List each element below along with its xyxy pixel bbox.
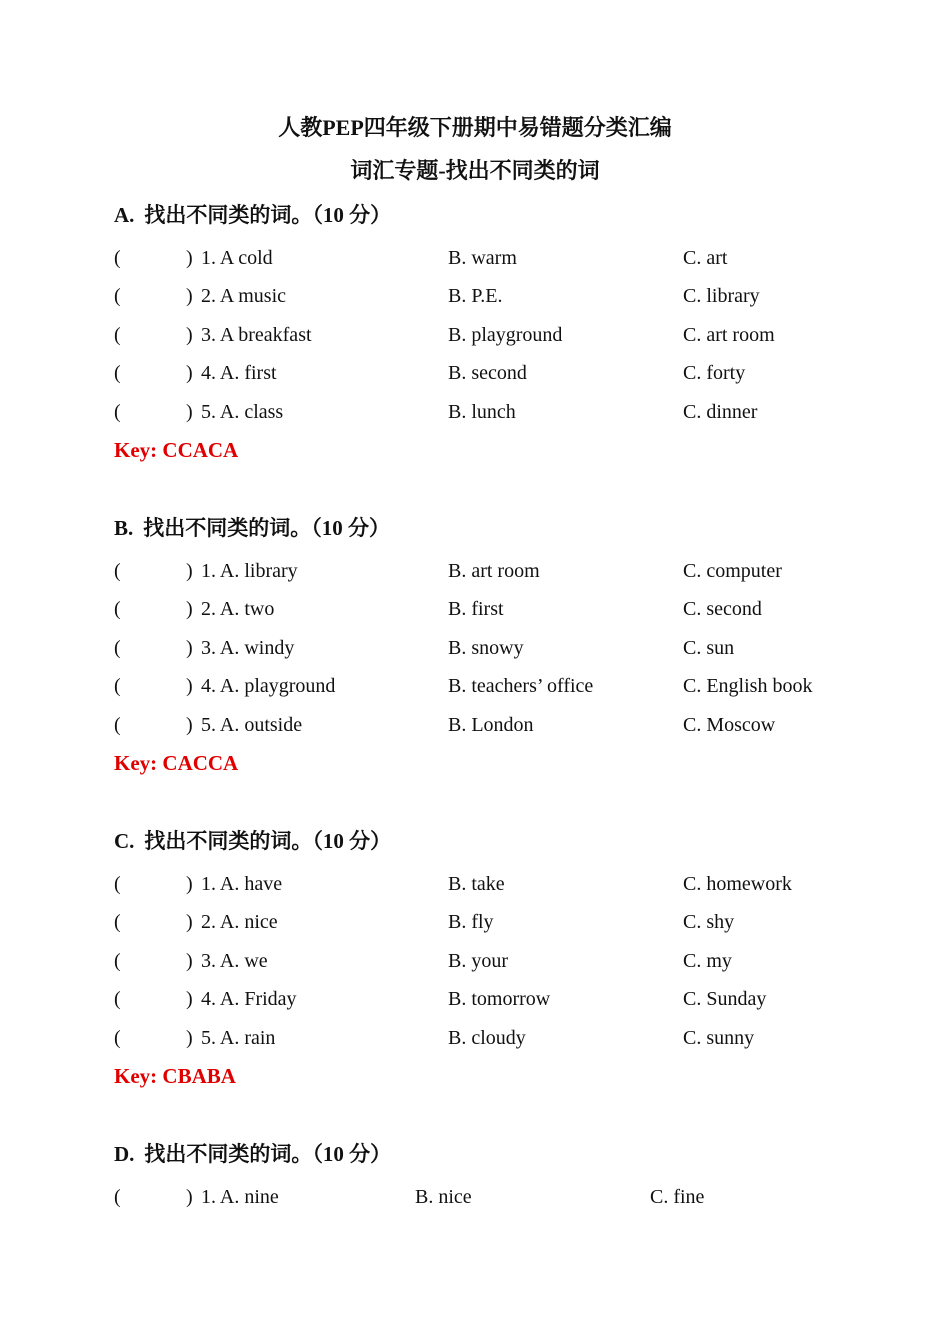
answer-blank-close: ): [186, 1186, 193, 1208]
question-row: [0, 946, 950, 976]
answer-key: Key: CACCA: [114, 751, 239, 775]
option-b: B. your: [448, 950, 508, 972]
option-a: 3. A breakfast: [201, 324, 312, 346]
document-title: 人教PEP四年级下册期中易错题分类汇编: [278, 115, 672, 140]
answer-blank-open[interactable]: (: [114, 285, 121, 307]
answer-blank-close: ): [186, 637, 193, 659]
answer-blank-close: ): [186, 362, 193, 384]
option-a: 5. A. rain: [201, 1027, 276, 1049]
answer-blank-open[interactable]: (: [114, 911, 121, 933]
option-c: C. dinner: [683, 401, 758, 423]
option-a: 2. A. nice: [201, 911, 278, 933]
option-c: C. sun: [683, 637, 735, 659]
answer-blank-open[interactable]: (: [114, 637, 121, 659]
option-a: 3. A. windy: [201, 637, 295, 659]
option-c: C. second: [683, 598, 762, 620]
answer-blank-close: ): [186, 675, 193, 697]
option-a: 5. A. outside: [201, 714, 303, 736]
answer-blank-open[interactable]: (: [114, 675, 121, 697]
question-row: [0, 594, 950, 624]
option-c: C. forty: [683, 362, 746, 384]
option-c: C. shy: [683, 911, 735, 933]
answer-blank-open[interactable]: (: [114, 714, 121, 736]
answer-blank-open[interactable]: (: [114, 560, 121, 582]
option-b: B. P.E.: [448, 285, 503, 307]
answer-blank-close: ): [186, 401, 193, 423]
question-row: [0, 556, 950, 586]
option-b: B. nice: [415, 1186, 472, 1208]
option-c: C. library: [683, 285, 760, 307]
option-b: B. art room: [448, 560, 540, 582]
section-instruction: 找出不同类的词。（10 分）: [144, 1142, 392, 1166]
question-row: [0, 984, 950, 1014]
question-row: [0, 671, 950, 701]
option-c: C. art room: [683, 324, 775, 346]
option-a: 4. A. playground: [201, 675, 336, 697]
section-heading: [114, 826, 391, 856]
answer-blank-close: ): [186, 598, 193, 620]
option-c: C. sunny: [683, 1027, 755, 1049]
answer-blank-close: ): [186, 1027, 193, 1049]
answer-blank-open[interactable]: (: [114, 247, 121, 269]
option-a: 4. A. Friday: [201, 988, 297, 1010]
option-b: B. warm: [448, 247, 517, 269]
section-instruction: 找出不同类的词。（10 分）: [144, 829, 392, 853]
option-c: C. Sunday: [683, 988, 767, 1010]
question-row: [0, 633, 950, 663]
option-a: 3. A. we: [201, 950, 268, 972]
option-b: B. take: [448, 873, 505, 895]
option-a: 2. A. two: [201, 598, 275, 620]
option-c: C. art: [683, 247, 728, 269]
option-a: 1. A. nine: [201, 1186, 279, 1208]
question-row: [0, 281, 950, 311]
question-row: [0, 1182, 950, 1212]
option-b: B. tomorrow: [448, 988, 551, 1010]
option-b: B. fly: [448, 911, 494, 933]
section-letter: A.: [114, 203, 135, 227]
answer-key: Key: CBABA: [114, 1064, 236, 1088]
question-row: [0, 243, 950, 273]
question-row: [0, 358, 950, 388]
answer-blank-close: ): [186, 560, 193, 582]
option-c: C. computer: [683, 560, 782, 582]
option-b: B. lunch: [448, 401, 516, 423]
document-subtitle: 词汇专题-找出不同类的词: [350, 158, 600, 183]
answer-blank-close: ): [186, 247, 193, 269]
section-instruction: 找出不同类的词。（10 分）: [143, 516, 391, 540]
option-b: B. teachers’ office: [448, 675, 594, 697]
question-row: [0, 1023, 950, 1053]
option-c: C. my: [683, 950, 732, 972]
answer-blank-close: ): [186, 324, 193, 346]
question-row: [0, 907, 950, 937]
answer-blank-close: ): [186, 988, 193, 1010]
answer-blank-open[interactable]: (: [114, 598, 121, 620]
question-row: [0, 320, 950, 350]
answer-blank-close: ): [186, 873, 193, 895]
answer-blank-close: ): [186, 714, 193, 736]
answer-blank-open[interactable]: (: [114, 950, 121, 972]
option-b: B. second: [448, 362, 527, 384]
option-b: B. snowy: [448, 637, 524, 659]
option-a: 1. A. have: [201, 873, 283, 895]
answer-blank-close: ): [186, 285, 193, 307]
option-a: 4. A. first: [201, 362, 277, 384]
section-heading: [114, 513, 390, 543]
question-row: [0, 869, 950, 899]
answer-blank-open[interactable]: (: [114, 873, 121, 895]
section-letter: D.: [114, 1142, 135, 1166]
question-row: [0, 710, 950, 740]
option-a: 5. A. class: [201, 401, 284, 423]
answer-blank-open[interactable]: (: [114, 401, 121, 423]
answer-blank-open[interactable]: (: [114, 362, 121, 384]
option-b: B. first: [448, 598, 504, 620]
option-b: B. cloudy: [448, 1027, 526, 1049]
option-c: C. fine: [650, 1186, 705, 1208]
answer-key: Key: CCACA: [114, 438, 239, 462]
answer-blank-close: ): [186, 950, 193, 972]
answer-blank-open[interactable]: (: [114, 324, 121, 346]
question-row: [0, 397, 950, 427]
section-heading: [114, 200, 391, 230]
option-c: C. Moscow: [683, 714, 776, 736]
section-heading: [114, 1139, 391, 1169]
section-letter: B.: [114, 516, 134, 540]
answer-blank-open[interactable]: (: [114, 1027, 121, 1049]
answer-blank-open[interactable]: (: [114, 1186, 121, 1208]
option-b: B. playground: [448, 324, 563, 346]
answer-blank-close: ): [186, 911, 193, 933]
answer-blank-open[interactable]: (: [114, 988, 121, 1010]
option-b: B. London: [448, 714, 534, 736]
option-a: 2. A music: [201, 285, 287, 307]
section-letter: C.: [114, 829, 135, 853]
option-c: C. homework: [683, 873, 792, 895]
option-c: C. English book: [683, 675, 813, 697]
option-a: 1. A. library: [201, 560, 298, 582]
option-a: 1. A cold: [201, 247, 273, 269]
section-instruction: 找出不同类的词。（10 分）: [144, 203, 392, 227]
